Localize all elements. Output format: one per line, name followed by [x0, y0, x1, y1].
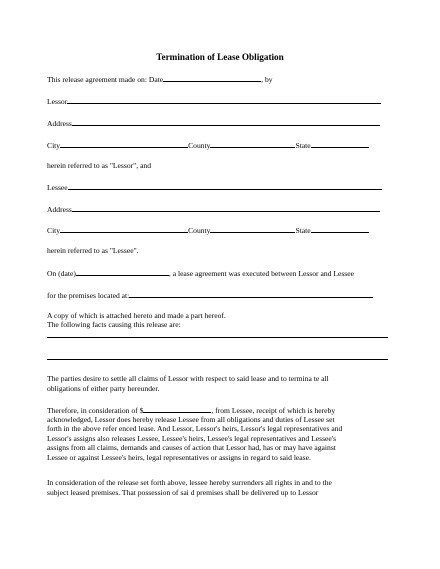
- document-title: Termination of Lease Obligation: [156, 52, 284, 62]
- lessor-county-label: County: [188, 141, 211, 150]
- therefore-line: assigns from all claims, demands and causes of action that Lessor had, has or may have against: [47, 443, 336, 453]
- lessee-label: Lessee: [47, 183, 68, 192]
- lessor-name-field[interactable]: [67, 96, 381, 104]
- lessee-county-label: County: [188, 226, 211, 235]
- lessee-state-label: State: [295, 226, 311, 235]
- parties-line: The parties desire to settle all claims of Lessor with respect to said lease and to termina te all: [47, 374, 329, 383]
- therefore-line: acknowledged, Lessor does hereby release Lessee from all obligations and duties of Lessee set: [47, 414, 335, 424]
- lessee-city-label: City: [47, 226, 61, 235]
- lessee-line: [47, 182, 382, 192]
- lessee-county-field[interactable]: [210, 225, 295, 233]
- therefore-prefix: Therefore, in consideration of $: [47, 406, 144, 415]
- facts-line-2[interactable]: [47, 359, 388, 360]
- lease-date-field[interactable]: [76, 268, 169, 276]
- parties-line: obligations of either party hereunder.: [47, 383, 160, 393]
- lessor-state-label: State: [295, 141, 311, 150]
- facts-text: The following facts causing this release are:: [47, 320, 181, 329]
- lessor-county-field[interactable]: [210, 140, 295, 148]
- lessee-state-field[interactable]: [311, 225, 369, 233]
- copy-text: A copy of which is attached hereto and made a part hereof.: [47, 311, 226, 320]
- therefore-paragraph: [47, 405, 392, 463]
- on-date-line: [47, 268, 354, 278]
- consideration-amount-field[interactable]: [143, 405, 211, 413]
- lessor-state-field[interactable]: [311, 140, 369, 148]
- premises-label: for the premises located at:: [47, 291, 130, 300]
- lessor-city-line: [47, 140, 369, 150]
- lessee-address-label: Address: [47, 205, 72, 214]
- lessee-address-line: [47, 204, 380, 214]
- consideration-line: subject leased premises. That possession of sai d premises shall be delivered up to Lessor: [47, 487, 319, 497]
- lessee-address-field[interactable]: [72, 204, 380, 212]
- intro-suffix: , by: [261, 75, 273, 84]
- lessee-referred: herein referred to as "Lessee".: [47, 246, 139, 255]
- lessor-address-label: Address: [47, 119, 72, 128]
- premises-field[interactable]: [129, 290, 373, 298]
- lessor-referred: herein referred to as "Lessor", and: [47, 161, 152, 170]
- on-date-label: On (date): [47, 269, 76, 278]
- lessor-address-line: [47, 118, 380, 128]
- lessee-name-field[interactable]: [68, 182, 382, 190]
- lessee-city-line: [47, 225, 369, 235]
- lessor-line: [47, 96, 381, 106]
- premises-line: [47, 290, 373, 300]
- lessor-address-field[interactable]: [72, 118, 380, 126]
- facts-line-1[interactable]: [47, 337, 388, 338]
- consideration-paragraph: [47, 478, 392, 497]
- consideration-line: In consideration of the release set forth above, lessee hereby surrenders all rights in and to the: [47, 478, 332, 487]
- therefore-first-line: [47, 405, 392, 415]
- lessor-label: Lessor: [47, 97, 68, 106]
- therefore-line: Lessor's assigns also releases Lessee, Lessee's heirs, Lessee's legal representatives and Lessee's: [47, 433, 337, 443]
- therefore-line: Lessee or against Lessee's heirs, legal representatives or assigns in regard to said lease.: [47, 452, 311, 462]
- parties-paragraph: [47, 374, 392, 393]
- intro-text: This release agreement made on: Date: [47, 75, 164, 84]
- date-field[interactable]: [163, 74, 261, 82]
- therefore-line: forth in the above refer enced lease. And Lessor, Lessor's heirs, Lessor's legal representatives and: [47, 424, 343, 434]
- lessee-city-field[interactable]: [60, 225, 188, 233]
- lessor-city-field[interactable]: [60, 140, 188, 148]
- intro-line: [47, 74, 273, 84]
- on-date-suffix: , a lease agreement was executed between Lessor and Lessee: [168, 269, 355, 278]
- lessor-city-label: City: [47, 141, 61, 150]
- therefore-suffix: , from Lessee, receipt of which is hereby: [211, 406, 336, 415]
